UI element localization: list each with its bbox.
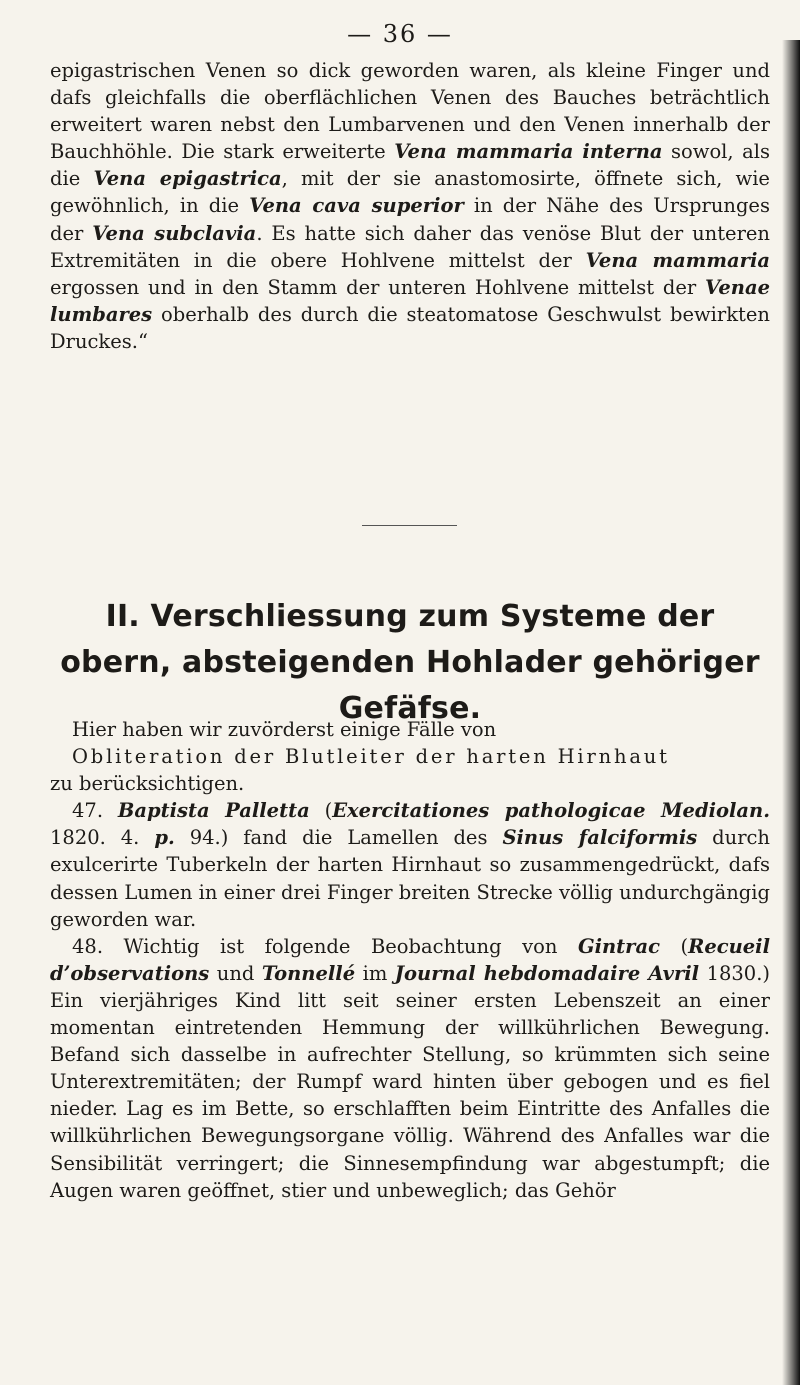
intro-line: Hier haben wir zuvörderst einige Fälle von <box>72 718 497 741</box>
case-48: 48. Wichtig ist folgende Beobachtung von Gintrac (Recueil d’observations und Tonnellé im Journal hebdomadaire Avril 1830.) Ein vierjähriges Kind litt seit seiner ersten Lebenszeit an einer momentan eintretenden Hemmung der willkührlichen Bewegung. Befand sich dasselbe in aufrechter Stellung, so krümmten sich seine Unterextremitäten; der Rumpf ward hinten über gebogen und es fiel nieder. Lag es im Bette, so erschlafften beim Eintritte des Anfalles die willkührlichen Bewegungsorgane völlig. Während des Anfalles war die Sensibilität verringert; die Sinnesempfindung war abgestumpft; die Augen waren geöffnet, stier und unbeweglich; das Gehör <box>50 934 771 1202</box>
page-edge-shadow <box>782 40 800 1385</box>
intro-topic: Obliteration der Blutleiter der harten Hirnhaut <box>72 745 670 769</box>
continuation-paragraph <box>50 57 770 355</box>
section-divider <box>362 525 457 526</box>
intro-line-end: zu berücksichtigen. <box>50 772 245 796</box>
section-heading: II. Verschliessung zum Systeme der obern, absteigenden Hohlader gehöriger Gefäfse. <box>60 599 760 726</box>
paragraph-text: epigastrischen Venen so dick geworden waren, als kleine Finger und dafs gleichfalls die oberflächlichen Venen des Bauches beträchtlich erweitert waren nebst den Lumbarvenen und den Venen innerhalb der Bauchhöhle. Die stark erweiterte Vena mammaria interna sowol, als die Vena epigastrica, mit der sie anastomosirte, öffnete sich, wie gewöhnlich, in die Vena cava superior in der Nähe des Ursprunges der Vena subclavia. Es hatte sich daher das venöse Blut der unteren Extremitäten in die obere Hohlvene mittelst der Vena mammaria ergossen und in den Stamm der unteren Hohlvene mittelst der Venae lumbares oberhalb des durch die steatomatose Geschwulst bewirkten Druckes.“ <box>50 59 770 353</box>
case-47: 47. Baptista Palletta (Exercitationes pathologicae Mediolan. 1820. 4. p. 94.) fand die Lamellen des Sinus falciformis durch exulcerirte Tuberkeln der harten Hirnhaut so zusammengedrückt, dafs dessen Lumen in einer drei Finger breiten Strecke völlig undurchgängig geworden war. <box>50 799 770 931</box>
page-number: — 36 — <box>347 20 453 48</box>
section-body <box>50 716 770 1204</box>
